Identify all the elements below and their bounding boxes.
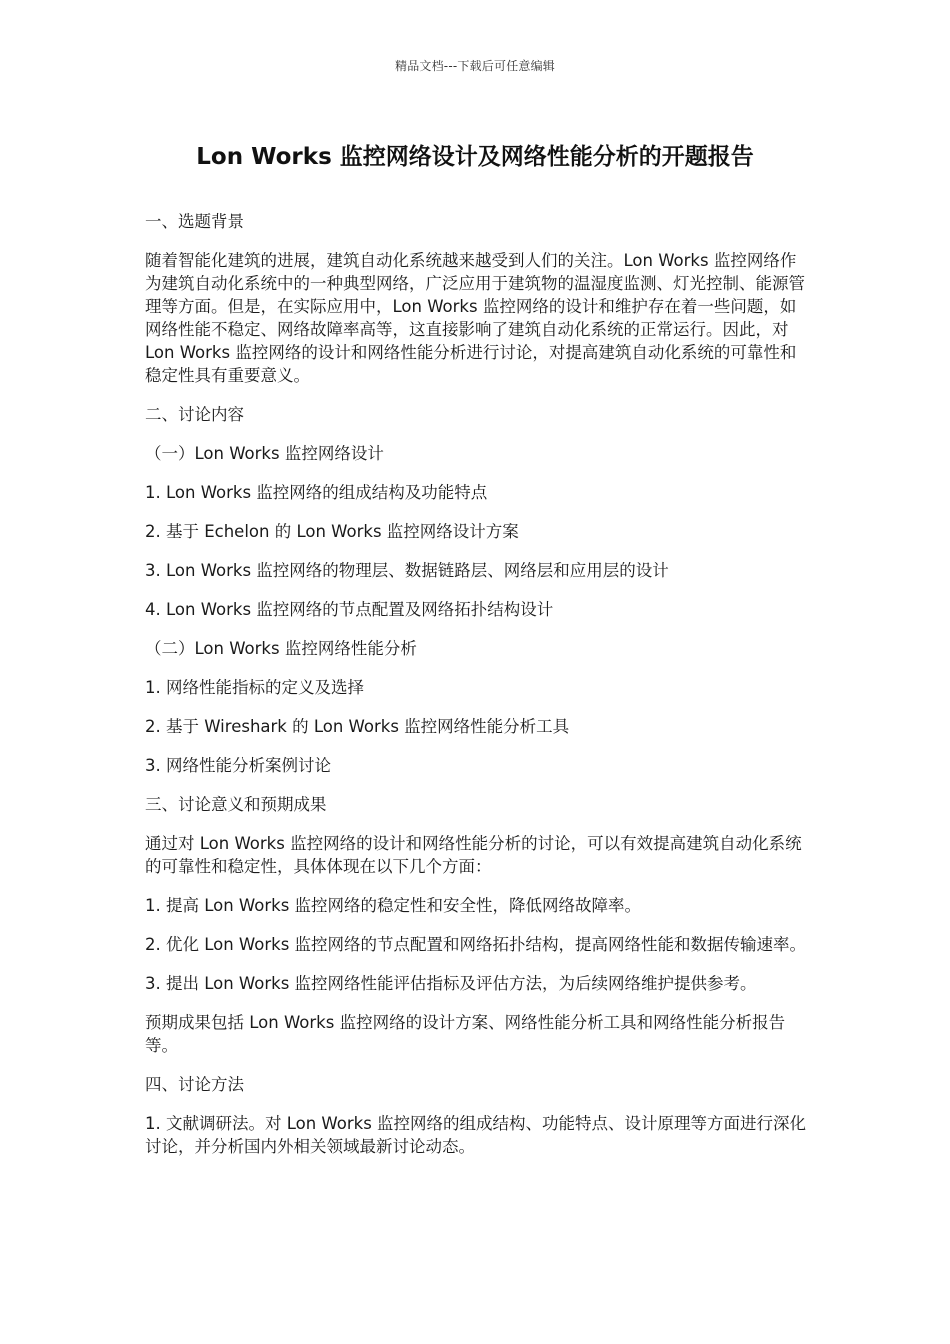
section-heading-significance: 三、讨论意义和预期成果: [145, 795, 327, 814]
document-body: [145, 210, 809, 1174]
list-item: 3. 提出 Lon Works 监控网络性能评估指标及评估方法，为后续网络维护提供参考。: [145, 974, 757, 993]
list-item: 2. 优化 Lon Works 监控网络的节点配置和网络拓扑结构，提高网络性能和数据传输速率。: [145, 935, 807, 954]
paragraph-significance: 通过对 Lon Works 监控网络的设计和网络性能分析的讨论，可以有效提高建筑自动化系统的可靠性和稳定性，具体体现在以下几个方面：: [145, 834, 802, 876]
section-heading-background: 一、选题背景: [145, 212, 244, 231]
list-item: 3. Lon Works 监控网络的物理层、数据链路层、网络层和应用层的设计: [145, 561, 669, 580]
list-item: 1. 网络性能指标的定义及选择: [145, 678, 364, 697]
list-item: 1. 文献调研法。对 Lon Works 监控网络的组成结构、功能特点、设计原理等方面进行深化讨论，并分析国内外相关领域最新讨论动态。: [145, 1114, 807, 1156]
list-item: 1. 提高 Lon Works 监控网络的稳定性和安全性，降低网络故障率。: [145, 896, 642, 915]
document-title: Lon Works 监控网络设计及网络性能分析的开题报告: [196, 144, 754, 170]
subsection-heading-design: （一）Lon Works 监控网络设计: [145, 444, 384, 463]
list-item: 2. 基于 Wireshark 的 Lon Works 监控网络性能分析工具: [145, 717, 570, 736]
section-heading-methods: 四、讨论方法: [145, 1075, 244, 1094]
subsection-heading-performance: （二）Lon Works 监控网络性能分析: [145, 639, 417, 658]
list-item: 3. 网络性能分析案例讨论: [145, 756, 331, 775]
list-item: 1. Lon Works 监控网络的组成结构及功能特点: [145, 483, 488, 502]
list-item: 4. Lon Works 监控网络的节点配置及网络拓扑结构设计: [145, 600, 554, 619]
paragraph-expected-results: 预期成果包括 Lon Works 监控网络的设计方案、网络性能分析工具和网络性能分析报告等。: [145, 1013, 786, 1055]
section-heading-content: 二、讨论内容: [145, 405, 244, 424]
page-header-note: 精品文档---下载后可任意编辑: [395, 59, 555, 73]
paragraph-background: 随着智能化建筑的进展，建筑自动化系统越来越受到人们的关注。Lon Works 监控网络作为建筑自动化系统中的一种典型网络，广泛应用于建筑物的温湿度监测、灯光控制、能源管理等方面。但是，在实际应用中，Lon Works 监控网络的设计和维护存在着一些问题，如网络性能不稳定、网络故障率高等，这直接影响了建筑自动化系统的正常运行。因此，对 Lon Works 监控网络的设计和网络性能分析进行讨论，对提高建筑自动化系统的可靠性和稳定性具有重要意义。: [145, 251, 805, 385]
list-item: 2. 基于 Echelon 的 Lon Works 监控网络设计方案: [145, 522, 519, 541]
